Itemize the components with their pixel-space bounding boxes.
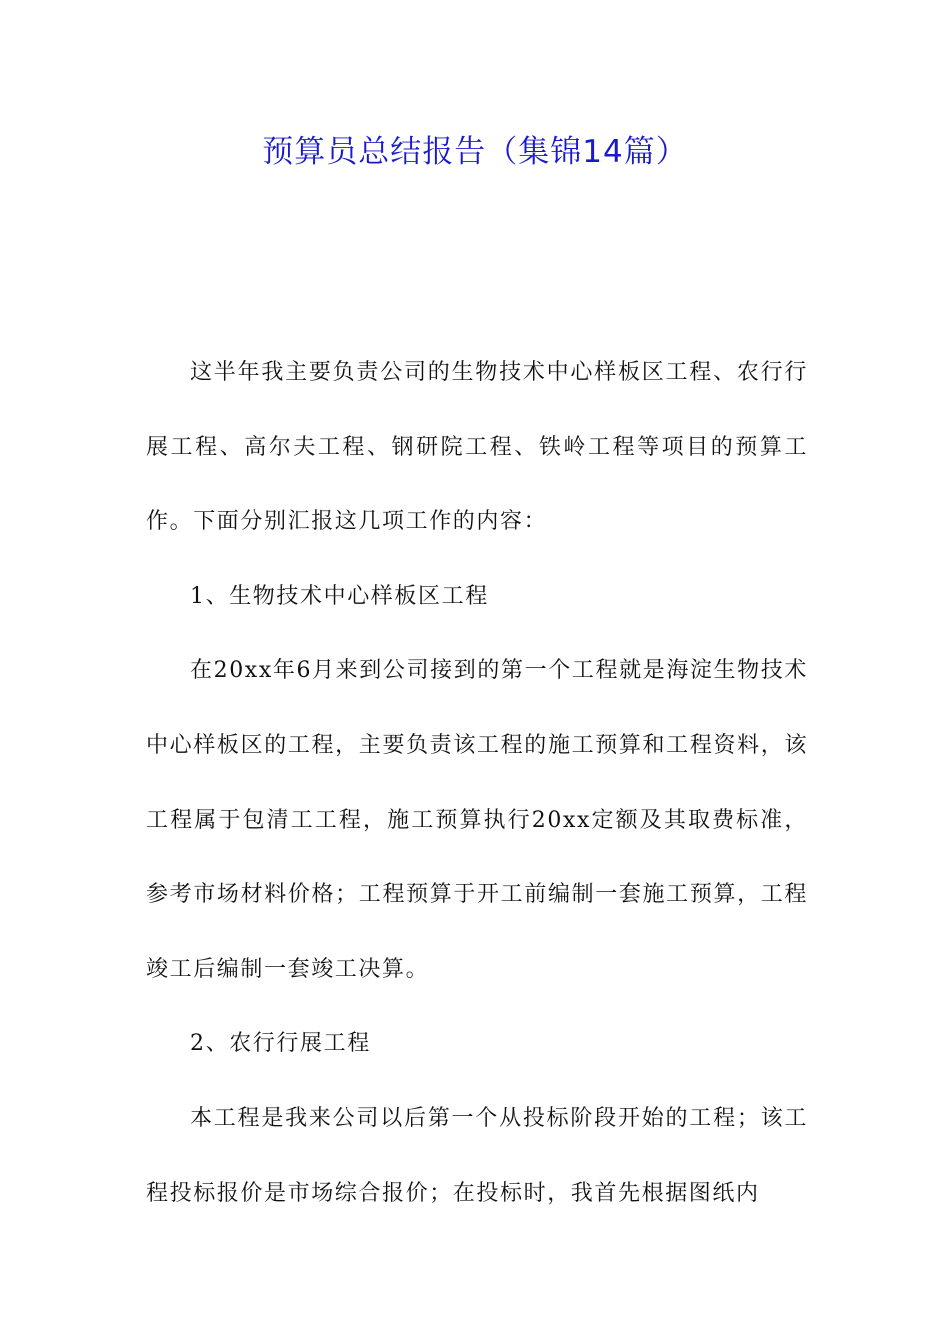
section-heading-2: 2、农行行展工程 xyxy=(190,1031,371,1057)
paragraph-intro: 这半年我主要负责公司的生物技术中心样板区工程、农行行展工程、高尔夫工程、钢研院工程、铁岭工程等项目的预算工作。下面分别汇报这几项工作的内容： xyxy=(146,360,808,535)
paragraph-section-2: 本工程是我来公司以后第一个从投标阶段开始的工程；该工程投标报价是市场综合报价；在投标时，我首先根据图纸内 xyxy=(146,1105,808,1206)
section-heading-1: 1、生物技术中心样板区工程 xyxy=(190,583,489,609)
paragraph-section-1: 在20xx年6月来到公司接到的第一个工程就是海淀生物技术中心样板区的工程，主要负责该工程的施工预算和工程资料，该工程属于包清工工程，施工预算执行20xx定额及其取费标准，参考市场材料价格；工程预算于开工前编制一套施工预算，工程竣工后编制一套竣工决算。 xyxy=(146,658,808,982)
document-body xyxy=(146,336,808,1231)
document-title: 预算员总结报告（集锦14篇） xyxy=(262,134,688,170)
